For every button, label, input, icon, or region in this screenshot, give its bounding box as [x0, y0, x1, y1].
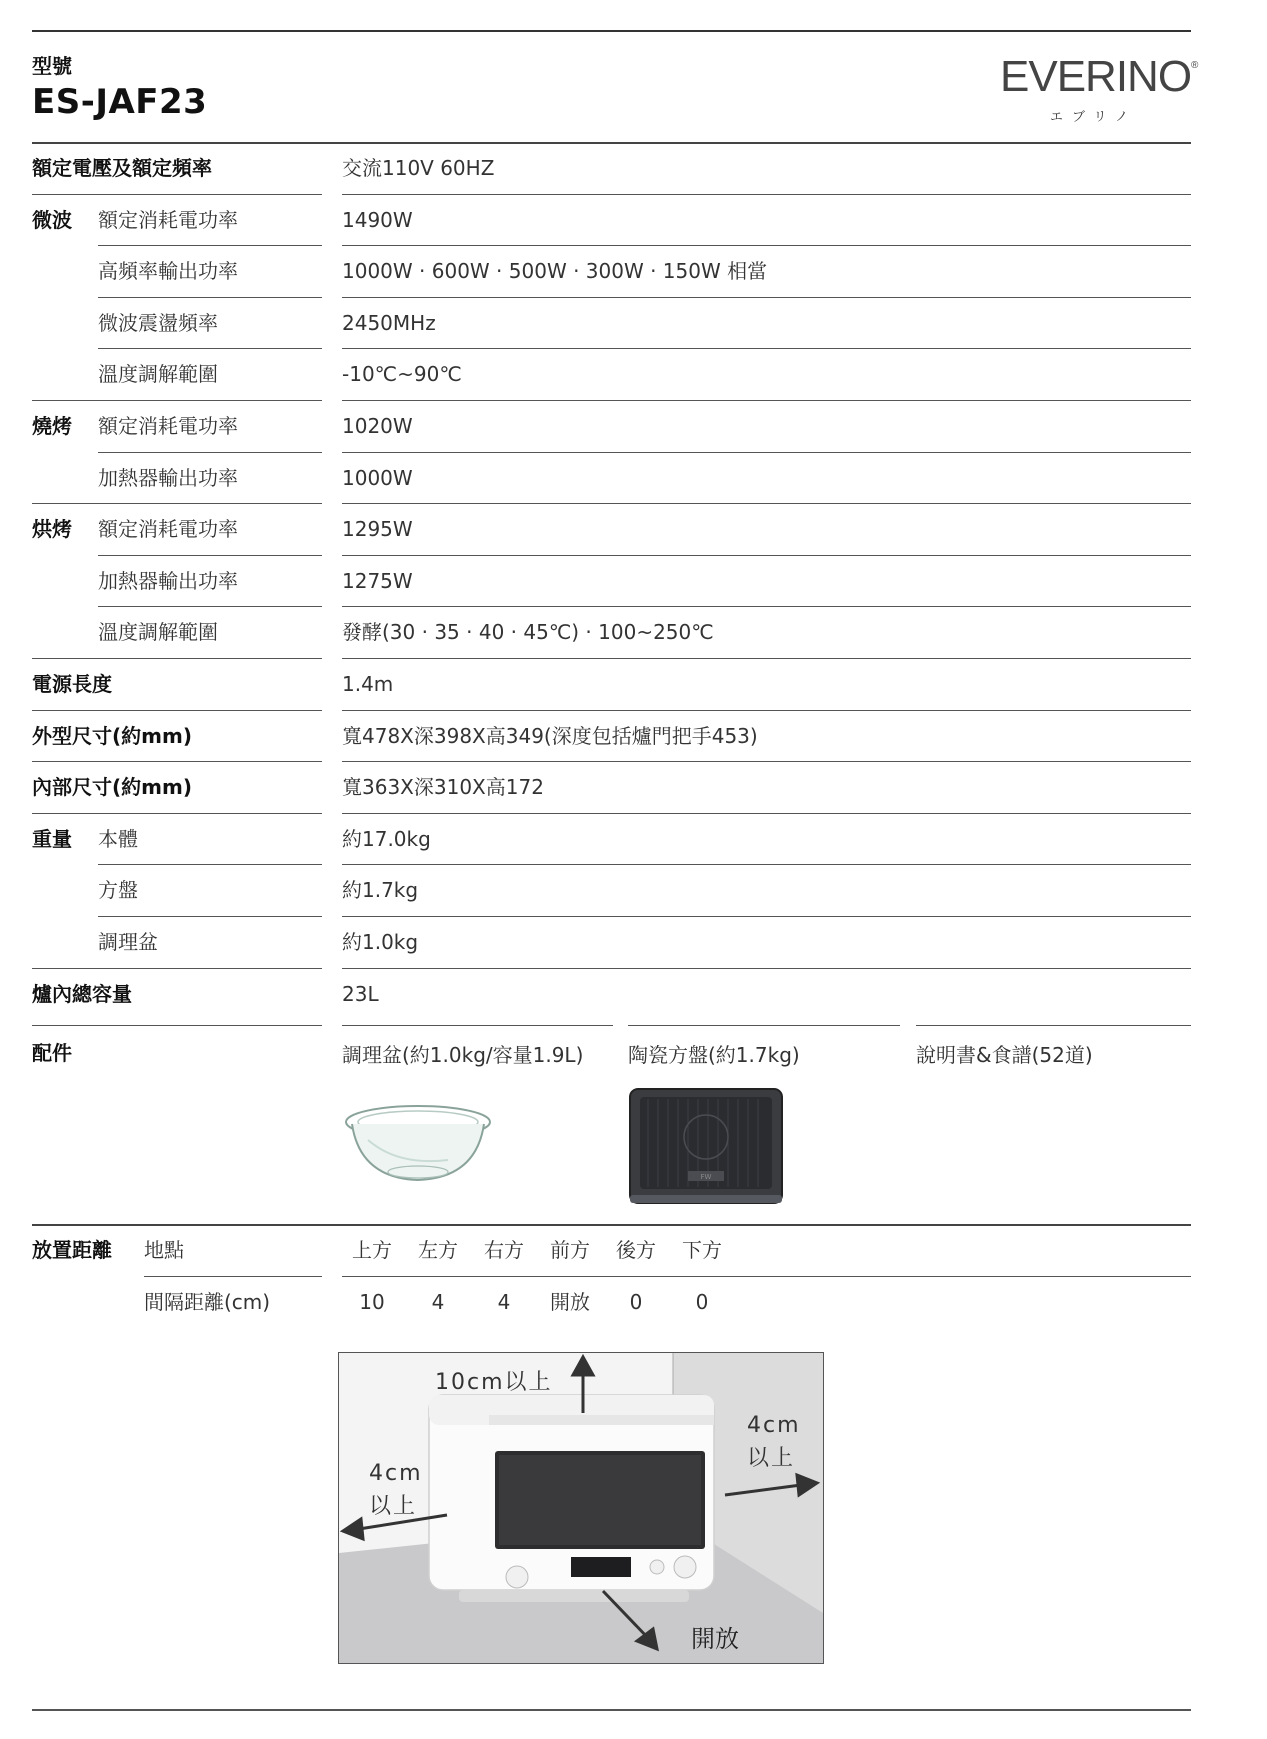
spec-row-rule: [342, 297, 1191, 298]
tray-mark: FW: [700, 1173, 712, 1181]
spec-row-rule: [342, 710, 1191, 711]
brand-logo: [1000, 52, 1197, 102]
spec-value: -10℃~90℃: [342, 362, 462, 386]
spacing-label: 間隔距離(cm): [144, 1290, 271, 1314]
spec-row-rule-label: [32, 400, 322, 401]
diagram-left-label-2: 以上: [369, 1494, 418, 1519]
accessories-rule-label: [32, 1025, 322, 1026]
spec-group-label: 重量: [32, 827, 72, 851]
spec-value: 1275W: [342, 569, 413, 593]
spec-label: 加熱器輸出功率: [98, 466, 238, 490]
placement-spacing: 4: [497, 1290, 511, 1314]
spec-group-label: 烘烤: [32, 517, 72, 541]
spec-row-rule: [342, 864, 1191, 865]
diagram-top-label: 10cm以上: [435, 1370, 553, 1395]
spec-row-rule-label: [98, 555, 322, 556]
placement-location: 前方: [550, 1238, 590, 1262]
spec-value: 約1.0kg: [342, 930, 419, 954]
spec-row-rule-label: [32, 710, 322, 711]
spec-value: 23L: [342, 982, 379, 1006]
spec-row-rule-label: [32, 658, 322, 659]
spec-row-rule-label: [32, 194, 322, 195]
model-label: 型號: [32, 54, 72, 78]
spec-value: 交流110V 60HZ: [342, 156, 495, 180]
spec-label: 方盤: [98, 878, 138, 902]
placement-label: 放置距離: [32, 1238, 112, 1262]
spec-row-rule: [342, 400, 1191, 401]
spec-group-label: 微波: [32, 208, 72, 232]
accessory-manual: 說明書&食譜(52道): [916, 1043, 1093, 1067]
spec-row-rule-label: [98, 452, 322, 453]
brand-kana: エブリノ: [1050, 110, 1137, 125]
spec-value: 約17.0kg: [342, 827, 431, 851]
spec-row-rule-label: [32, 503, 322, 504]
placement-diagram: [338, 1352, 824, 1664]
placement-spacing: 10: [359, 1290, 385, 1314]
spec-value: 1490W: [342, 208, 413, 232]
spec-label: 爐內總容量: [32, 982, 132, 1006]
spec-label: 額定電壓及額定頻率: [32, 156, 212, 180]
spec-value: 1020W: [342, 414, 413, 438]
accessories-rule-2: [628, 1025, 900, 1026]
accessory-tray: 陶瓷方盤(約1.7kg): [628, 1043, 800, 1067]
spec-row-rule: [342, 194, 1191, 195]
placement-row-rule-label: [144, 1276, 322, 1277]
spec-value: 1000W · 600W · 500W · 300W · 150W 相當: [342, 259, 768, 283]
header-rule: [32, 142, 1191, 144]
ceramic-tray-image: [628, 1087, 784, 1205]
spec-label: 內部尺寸(約mm): [32, 775, 192, 799]
placement-spacing: 開放: [550, 1290, 590, 1314]
spec-row-rule: [342, 658, 1191, 659]
accessories-label: 配件: [32, 1041, 72, 1065]
spec-label: 額定消耗電功率: [98, 517, 238, 541]
placement-location: 下方: [682, 1238, 722, 1262]
placement-row-rule: [342, 1276, 1191, 1277]
spec-label: 高頻率輸出功率: [98, 259, 238, 283]
spec-row-rule: [342, 245, 1191, 246]
spec-row-rule: [342, 452, 1191, 453]
spec-row-rule: [342, 503, 1191, 504]
bottom-rule: [32, 1709, 1191, 1711]
spec-row-rule-label: [98, 606, 322, 607]
spec-value: 2450MHz: [342, 311, 436, 335]
spec-label: 微波震盪頻率: [98, 311, 218, 335]
spec-value: 寬363X深310X高172: [342, 775, 544, 799]
spec-row-rule: [342, 916, 1191, 917]
spec-label: 本體: [98, 827, 138, 851]
registered-mark: ®: [1191, 60, 1198, 71]
spec-row-rule: [342, 348, 1191, 349]
model-number: ES-JAF23: [32, 82, 208, 122]
spec-row-rule-label: [32, 813, 322, 814]
spec-row-rule-label: [98, 864, 322, 865]
diagram-right-label-2: 以上: [747, 1446, 796, 1471]
glass-bowl-image: [338, 1100, 498, 1190]
spec-label: 電源長度: [32, 672, 112, 696]
location-label: 地點: [144, 1238, 184, 1262]
spec-value: 1295W: [342, 517, 413, 541]
spec-label: 溫度調解範圍: [98, 620, 218, 644]
spec-row-rule-label: [32, 761, 322, 762]
placement-spacing: 4: [431, 1290, 445, 1314]
accessories-rule-3: [916, 1025, 1191, 1026]
spec-value: 約1.7kg: [342, 878, 419, 902]
spec-row-rule-label: [98, 245, 322, 246]
diagram-front-label: 開放: [691, 1625, 739, 1653]
spec-value: 寬478X深398X高349(深度包括爐門把手453): [342, 724, 758, 748]
spec-label: 加熱器輸出功率: [98, 569, 238, 593]
placement-location: 後方: [616, 1238, 656, 1262]
spec-row-rule-label: [98, 348, 322, 349]
spec-row-rule-label: [98, 297, 322, 298]
spec-row-rule: [342, 555, 1191, 556]
top-rule: [32, 30, 1191, 32]
spec-value: 1000W: [342, 466, 413, 490]
spec-label: 調理盆: [98, 930, 158, 954]
spec-value: 發酵(30 · 35 · 40 · 45℃) · 100~250℃: [342, 620, 714, 644]
diagram-right-label-1: 4cm: [747, 1413, 801, 1438]
spec-label: 額定消耗電功率: [98, 414, 238, 438]
spec-label: 額定消耗電功率: [98, 208, 238, 232]
spec-row-rule: [342, 606, 1191, 607]
accessory-bowl: 調理盆(約1.0kg/容量1.9L): [342, 1043, 584, 1067]
spec-label: 溫度調解範圍: [98, 362, 218, 386]
brand-name: EVERINO: [1000, 52, 1192, 101]
placement-rule: [32, 1224, 1191, 1226]
spec-label: 外型尺寸(約mm): [32, 724, 192, 748]
placement-spacing: 0: [629, 1290, 643, 1314]
spec-row-rule: [342, 813, 1191, 814]
accessories-rule-1: [342, 1025, 613, 1026]
placement-spacing: 0: [695, 1290, 709, 1314]
spec-row-rule-label: [32, 968, 322, 969]
diagram-left-label-1: 4cm: [369, 1461, 423, 1486]
spec-row-rule: [342, 968, 1191, 969]
spec-row-rule: [342, 761, 1191, 762]
spec-value: 1.4m: [342, 672, 394, 696]
placement-location: 上方: [352, 1238, 392, 1262]
spec-row-rule-label: [98, 916, 322, 917]
placement-location: 右方: [484, 1238, 524, 1262]
spec-group-label: 燒烤: [32, 414, 72, 438]
placement-location: 左方: [418, 1238, 458, 1262]
